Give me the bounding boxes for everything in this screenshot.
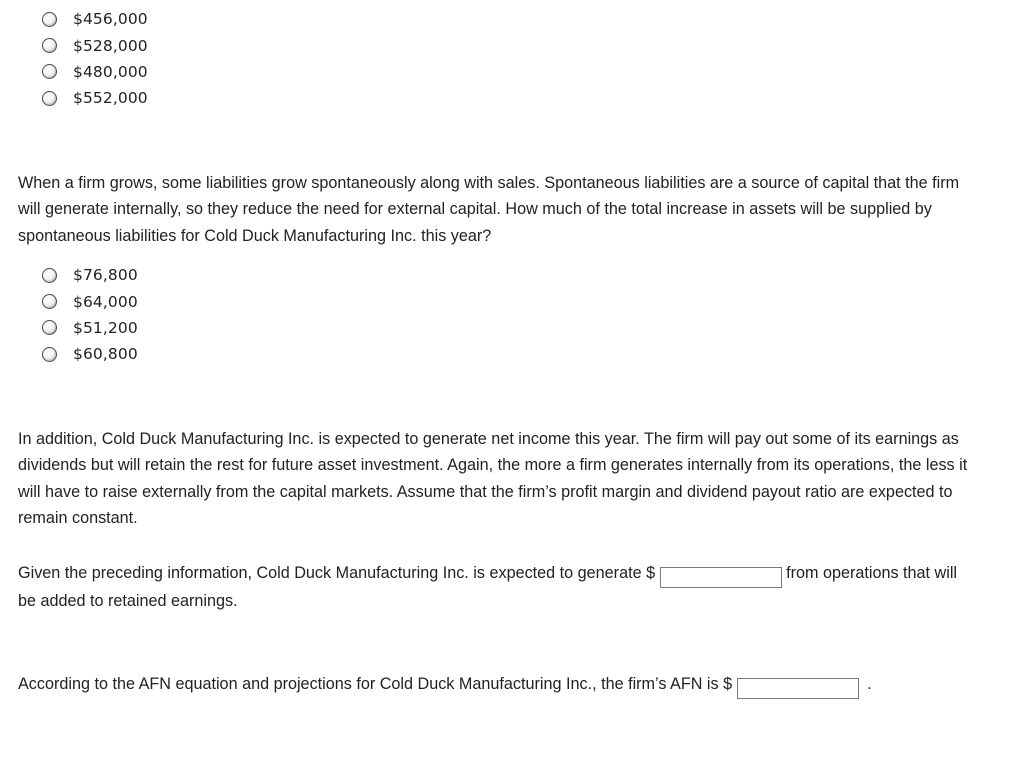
radio-button[interactable]: [42, 12, 57, 27]
retained-earnings-text-after: from operations that will be added to retained earnings.: [18, 564, 958, 610]
option-label: $51,200: [73, 318, 138, 337]
question1-option-2[interactable]: [42, 32, 148, 58]
question2-option-2[interactable]: [42, 288, 138, 314]
question2-option-1[interactable]: [42, 262, 138, 288]
option-label: $528,000: [73, 36, 148, 55]
option-label: $456,000: [73, 10, 148, 29]
question2-option-3[interactable]: [42, 315, 138, 341]
question2-option-4[interactable]: [42, 341, 138, 367]
afn-text-after: .: [867, 675, 872, 693]
afn-text-before: According to the AFN equation and projections for Cold Duck Manufacturing Inc., the firm’s AFN is $: [18, 675, 733, 693]
afn-question: [18, 671, 978, 699]
option-label: $64,000: [73, 292, 138, 311]
question1-options: [42, 6, 148, 112]
retained-earnings-question: [18, 560, 978, 614]
radio-button[interactable]: [42, 320, 57, 335]
option-label: $552,000: [73, 89, 148, 108]
radio-button[interactable]: [42, 38, 57, 53]
question1-option-1[interactable]: [42, 6, 148, 32]
option-label: $76,800: [73, 266, 138, 285]
radio-button[interactable]: [42, 347, 57, 362]
radio-button[interactable]: [42, 268, 57, 283]
option-label: $480,000: [73, 62, 148, 81]
radio-button[interactable]: [42, 294, 57, 309]
afn-input[interactable]: [737, 678, 859, 699]
question2-prompt: When a firm grows, some liabilities grow spontaneously along with sales. Spontaneous liabilities are a source of capital that the firm will generate internally, so they reduce the need for external capital. How much of the total increase in assets will be supplied by spontaneous liabilities for Cold Duck Manufacturing Inc. this year?: [18, 174, 960, 245]
option-label: $60,800: [73, 345, 138, 364]
net-income-paragraph: In addition, Cold Duck Manufacturing Inc. is expected to generate net income this year. The firm will pay out some of its earnings as dividends but will retain the rest for future asset investment. Again, the more a firm generates internally from its operations, the less it will have to raise externally from the capital markets. Assume that the firm’s profit margin and dividend payout ratio are expected to remain constant.: [18, 430, 968, 528]
question1-option-4[interactable]: [42, 85, 148, 111]
question2-options: [42, 262, 138, 368]
radio-button[interactable]: [42, 91, 57, 106]
question1-option-3[interactable]: [42, 59, 148, 85]
radio-button[interactable]: [42, 64, 57, 79]
retained-earnings-text-before: Given the preceding information, Cold Duck Manufacturing Inc. is expected to generate $: [18, 564, 656, 582]
retained-earnings-input[interactable]: [660, 567, 782, 588]
